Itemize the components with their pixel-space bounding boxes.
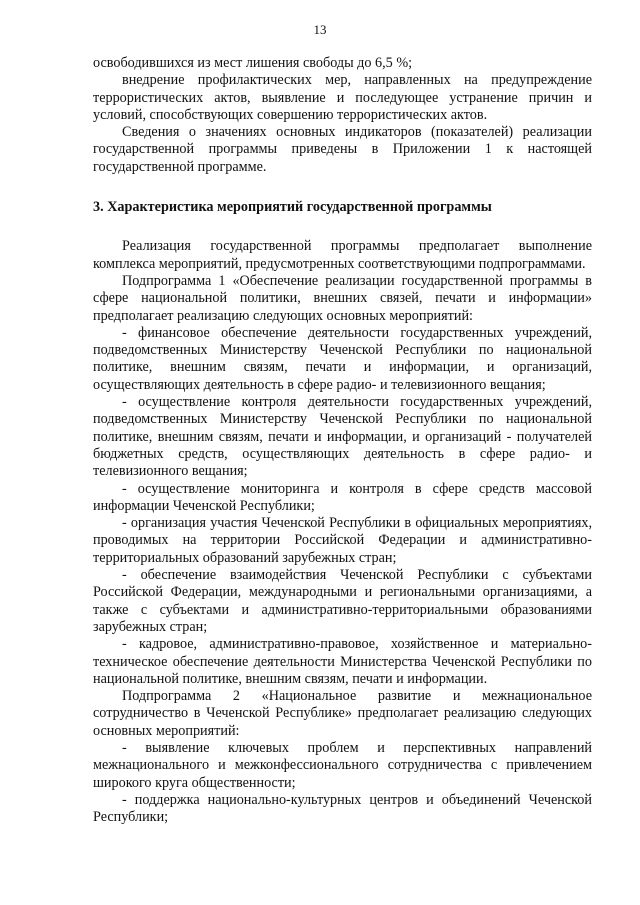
paragraph: Подпрограмма 1 «Обеспечение реализации государственной программы в сфере национальной политики, внешних связей, печати и информации» предполагает реализацию следующих основных мероприятий: bbox=[93, 272, 592, 324]
list-item: - обеспечение взаимодействия Чеченской Республики с субъектами Российской Федерации, международными и региональными организациями, а также с субъектами и административно-территориальными образованиями зарубежных стран; bbox=[93, 567, 592, 635]
list-item: - поддержка национально-культурных центров и объединений Чеченской Республики; bbox=[93, 791, 592, 826]
list-item: - осуществление мониторинга и контроля в сфере средств массовой информации Чеченской Республики; bbox=[93, 480, 592, 514]
paragraph: внедрение профилактических мер, направленных на предупреждение террористических актов, выявление и последующее устранение причин и условий, способствующих совершению террористических актов. bbox=[93, 72, 592, 123]
list-item: - выявление ключевых проблем и перспективных направлений межнационального и межконфессионального сотрудничества с привлечением широкого круга общественности; bbox=[93, 739, 592, 791]
page-number: 13 bbox=[313, 22, 327, 37]
paragraph: Сведения о значениях основных индикаторов (показателей) реализации государственной программы приведены в Приложении 1 к настоящей государственной программе. bbox=[93, 124, 592, 175]
paragraph: освободившихся из мест лишения свободы до 6,5 %; bbox=[93, 55, 413, 71]
list-item: - финансовое обеспечение деятельности государственных учреждений, подведомственных Министерству Чеченской Республики по национальной политике, внешним связям, печати и информации, и организаций, осуществляющих деятельность в сфере радио- и телевизионного вещания; bbox=[93, 324, 592, 393]
document-body bbox=[93, 55, 592, 826]
section-heading: 3. Характеристика мероприятий государственной программы bbox=[93, 199, 492, 216]
list-item: - осуществление контроля деятельности государственных учреждений, подведомственных Министерству Чеченской Республики по национальной политике, внешним связям, печати и информации, и организаций - получателей бюджетных средств, осуществляющих деятельность в сфере радио- и телевизионного вещания; bbox=[93, 394, 592, 480]
list-item: - кадровое, административно-правовое, хозяйственное и материально-техническое обеспечение деятельности Министерства Чеченской Республики по национальной политике, внешним связям, печати и информации. bbox=[93, 636, 592, 687]
paragraph: Подпрограмма 2 «Национальное развитие и межнациональное сотрудничество в Чеченской Республике» предполагает реализацию следующих основных мероприятий: bbox=[93, 688, 592, 739]
list-item: - организация участия Чеченской Республики в официальных мероприятиях, проводимых на территории Российской Федерации и административно-территориальных образований зарубежных стран; bbox=[93, 515, 592, 566]
paragraph: Реализация государственной программы предполагает выполнение комплекса мероприятий, предусмотренных соответствующими подпрограммами. bbox=[93, 238, 592, 272]
